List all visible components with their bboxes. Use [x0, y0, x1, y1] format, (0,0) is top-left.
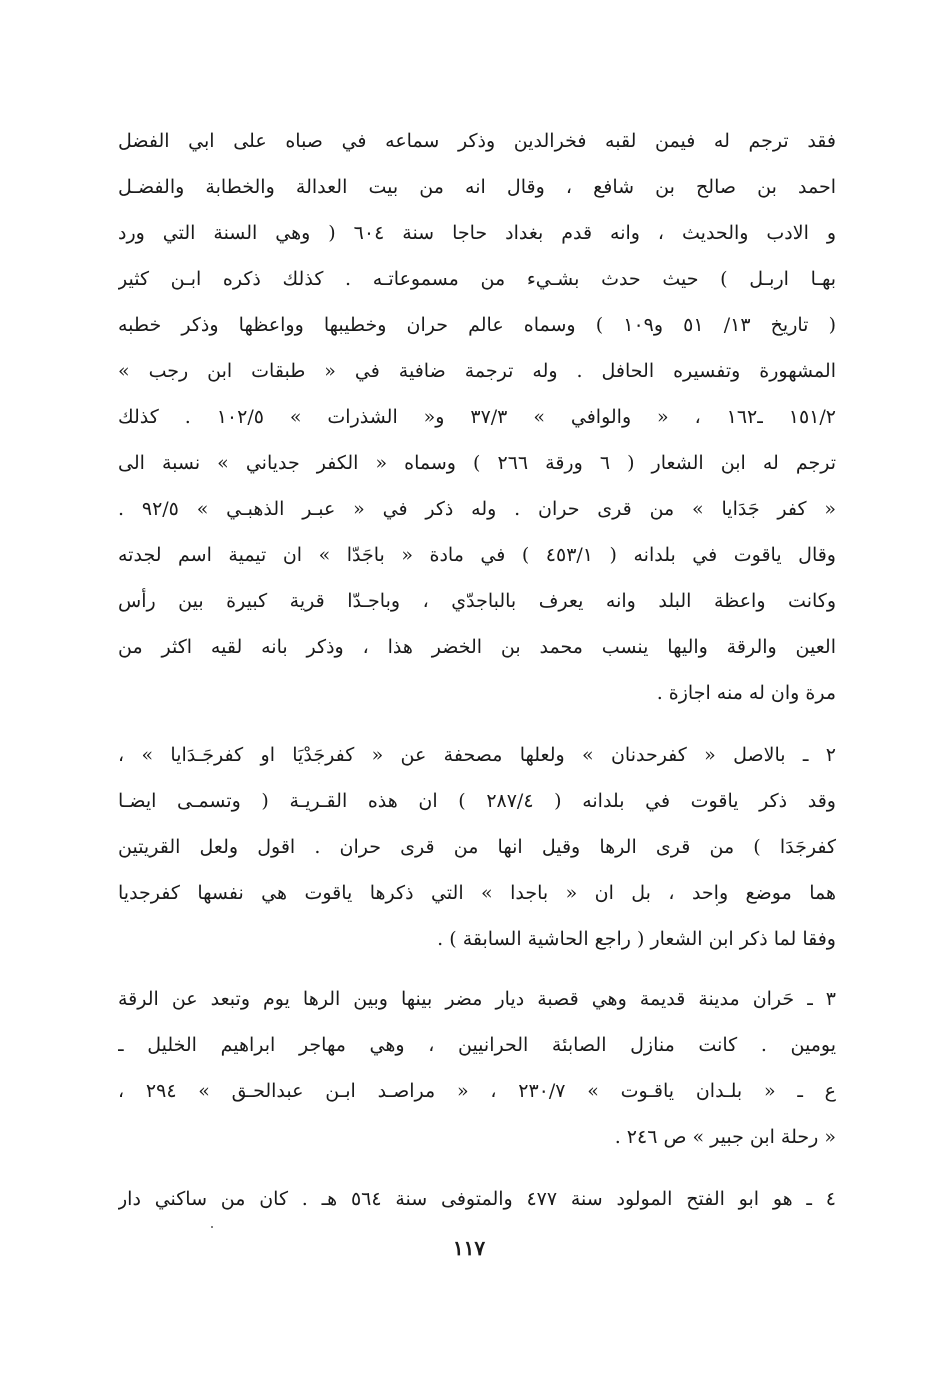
scan-speck: [716, 904, 718, 906]
footnote-4: [118, 1176, 836, 1222]
footnote-line: ٤ ـ هو ابو الفتح المولود سنة ٤٧٧ والمتوفى سنة ٥٦٤ هـ . كان من ساكني دار: [118, 1188, 836, 1210]
text-line: بهـا اربـل ) حيث حدث بشـيء من مسموعاتـه . كذلك ذكره ابـن كثير: [118, 268, 836, 290]
text-line: ( تاريخ ١٣/ ٥١ و١٠٩ ) وسماه عالم حران وخطيبها وواعظها وذكر خطبه: [118, 314, 836, 336]
page-number: ١١٧: [452, 1236, 486, 1260]
footnote-2: [118, 732, 836, 962]
footnote-line: يومين . كانت منازل الصابئة الحرانيين ، وهي مهاجر ابراهيم الخليل ـ: [118, 1034, 836, 1056]
text-line: ١٥١/٢ ـ١٦٢ ، « والوافي » ٣٧/٣ و« الشذرات » ١٠٢/٥ . كذلك: [118, 406, 836, 428]
text-line: فقد ترجم له فيمن لقبه فخرالدين وذكر سماعه في صباه على ابي الفضل: [118, 130, 836, 152]
footnote-line: « رحلة ابن جبير » ص ٢٤٦ .: [614, 1126, 836, 1148]
footnote-line: ٢ ـ بالاصل « كفرحدنان » ولعلها مصحفة عن « كفرجَدْيَا او كفرجَـدَايا » ،: [118, 744, 836, 766]
footnote-line: وفقا لما ذكر ابن الشعار ( راجع الحاشية السابقة ) .: [437, 928, 836, 950]
page-text-block: [118, 118, 836, 1222]
text-line: « كفر جَدَايا » من قرى حران . وله ذكر في « عبـر الذهبـي » ٩٢/٥ .: [118, 498, 836, 520]
body-paragraph: [118, 118, 836, 716]
text-line: مرة وان له منه اجازة .: [656, 682, 836, 704]
text-line: و الادب والحديث ، وانه قدم بغداد حاجا سنة ٦٠٤ ( وهي السنة التي ورد: [118, 222, 836, 244]
text-line: احمد بن صالح بن شافع ، وقال انه من بيت العدالة والخطابة والفضـل: [118, 176, 836, 198]
footnote-line: ٣ ـ حَران مدينة قديمة وهي قصبة ديار مضر بينها وبين الرها يوم وتبعد عن الرقة: [118, 988, 836, 1010]
scan-speck: [211, 1226, 213, 1228]
footnote-line: وقد ذكر ياقوت في بلدانه ( ٢٨٧/٤ ) ان هذه القـريـة ( وتسمـى ايضـا: [118, 790, 836, 812]
footnote-line: ع ـ « بلـدان ياقـوت » ٢٣٠/٧ ، « مراصـد ابـن عبدالحـق » ٢٩٤ ،: [118, 1080, 836, 1102]
text-line: وقال ياقوت في بلدانه ( ٤٥٣/١ ) في مادة « باجَدّا » ان تيمية اسم لجدته: [118, 544, 836, 566]
footnote-3: [118, 976, 836, 1160]
text-line: المشهورة وتفسيره الحافل . وله ترجمة ضافية في « طبقات ابن رجب »: [118, 360, 836, 382]
text-line: وكانت واعظة البلد وانه يعرف بالباجدّي ، وباجـدّا قرية كبيرة بين رأس: [118, 590, 836, 612]
footnote-line: كفرجَدَا ) من قرى الرها وقيل انها من قرى حران . اقول ولعل القريتين: [118, 836, 836, 858]
text-line: العين والرقة واليها ينسب محمد بن الخضر هذا ، وذكر بانه لقيه اكثر من: [118, 636, 836, 658]
text-line: ترجم له ابن الشعار ( ٦ ورقة ٢٦٦ ) وسماه « الكفر جدياني » نسبة الى: [118, 452, 836, 474]
footnote-line: هما موضع واحد ، بل ان « باجدا » التي ذكرها ياقوت هي نفسها كفرجديا: [118, 882, 836, 904]
